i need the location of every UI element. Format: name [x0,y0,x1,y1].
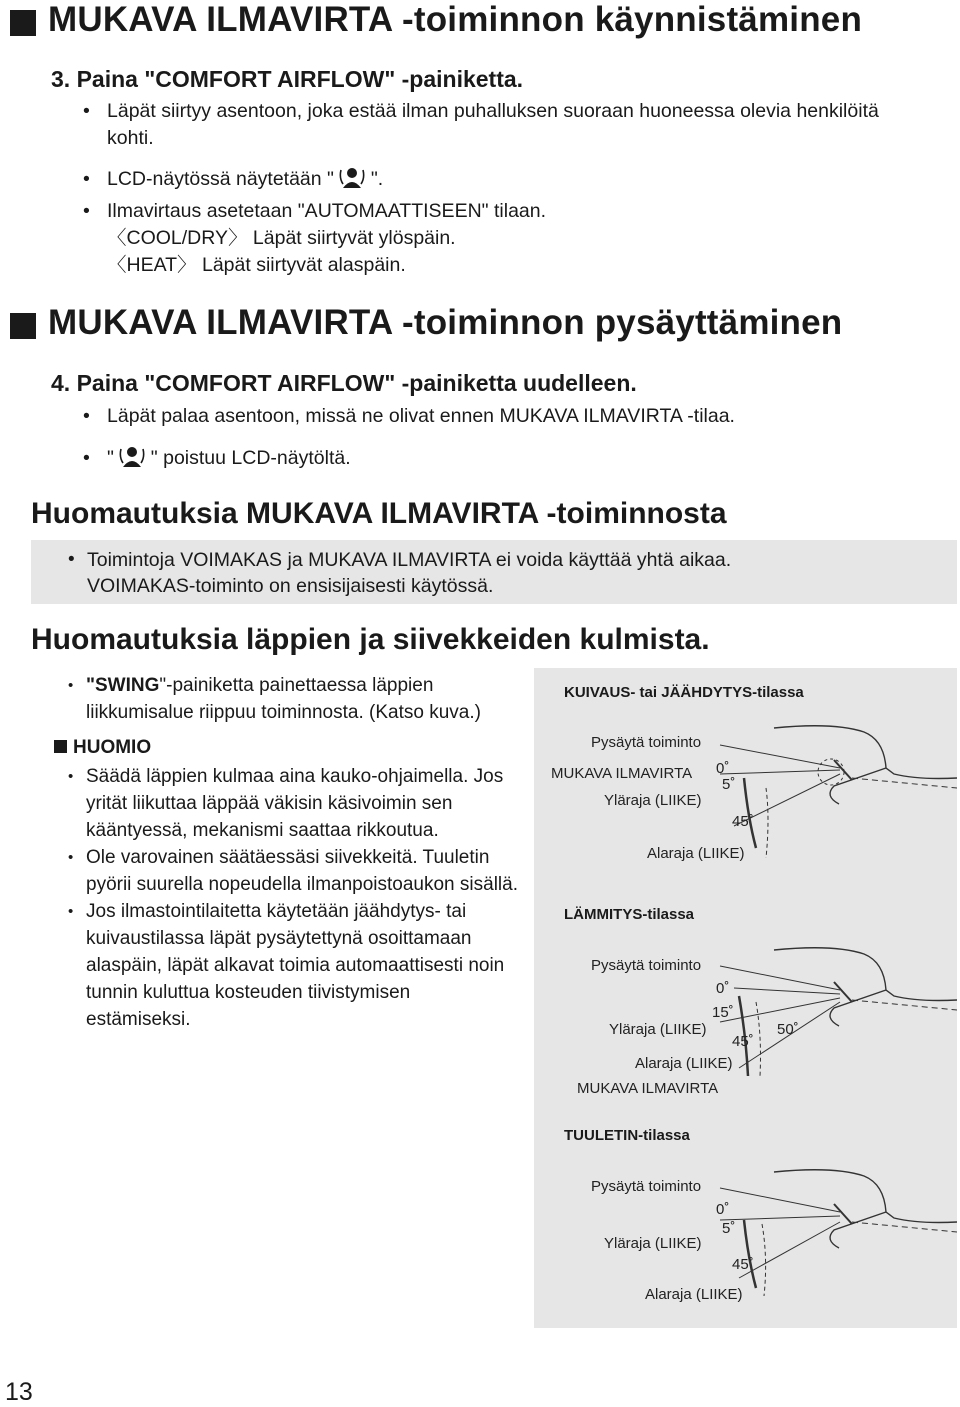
diagram-cool-lower: Alaraja (LIIKE) [647,845,745,862]
diagram-cool-angle-0: 0˚ [716,760,730,777]
section-stop-title: MUKAVA ILMAVIRTA -toiminnon pysäyttäminen [48,303,843,342]
diagram-heat-angle-0: 0˚ [716,980,730,997]
caution-item-2: • Ole varovainen säätäessäsi siivekkeitä. Tuuletin pyörii suurella nopeudella ilmanpoistoaukon sisällä. [68,847,518,895]
diagram-cool-upper: Yläraja (LIIKE) [604,792,702,809]
diagram-heat-stop: Pysäytä toiminto [591,957,702,974]
diagram-cool-title: KUIVAUS- tai JÄÄHDYTYS-tilassa [564,684,804,701]
step-4: 4. Paina "COMFORT AIRFLOW" -painiketta uudelleen. [51,370,637,396]
diagram-fan-stop: Pysäytä toiminto [591,1178,702,1195]
start-bullet-3: • Ilmavirtaus asetetaan "AUTOMAATTISEEN" tilaan. [83,200,547,222]
notes-angles-title: Huomautuksia läppien ja siivekkeiden kulmista. [31,623,710,656]
diagram-fan-angle-0: 0˚ [716,1201,730,1218]
diagram-fan-upper: Yläraja (LIIKE) [604,1235,702,1252]
comfort-airflow-icon [119,445,145,469]
section-start-title: MUKAVA ILMAVIRTA -toiminnon käynnistäminen [48,0,863,39]
diagram-cool-comfort: MUKAVA ILMAVIRTA [551,765,693,782]
start-bullet-2: • LCD-näytössä näytetään " ". [83,168,384,190]
mode-cool-dry: 〈COOL/DRY〉 Läpät siirtyvät ylöspäin. [107,227,456,249]
caution-square-icon [54,740,67,753]
diagram-heat-upper: Yläraja (LIIKE) [609,1021,707,1038]
swing-note: • "SWING"-painiketta painettaessa läppien liikkumisalue riippuu toiminnosta. (Katso kuva.) [68,675,481,723]
stop-bullet-2: • " " poistuu LCD-näytöltä. [83,447,351,469]
heading-square-icon [10,10,36,36]
diagram-cool-stop: Pysäytä toiminto [591,734,702,751]
heading-square-icon [10,313,36,339]
notes-general-line-2: VOIMAKAS-toiminto on ensisijaisesti käytössä. [87,575,494,597]
diagram-cool-angle-45: 45˚ [732,813,754,830]
notes-angles-column [68,672,518,1033]
caution-heading: HUOMIO [54,734,518,761]
diagram-heat-comfort: MUKAVA ILMAVIRTA [577,1080,719,1097]
notes-general-box: • Toimintoja VOIMAKAS ja MUKAVA ILMAVIRTA ei voida käyttää yhtä aikaa. VOIMAKAS-toiminto on ensisijaisesti käytössä. [31,540,957,604]
caution-item-3: • Jos ilmastointilaitetta käytetään jäähdytys- tai kuivaustilassa läpät pysäytettynä osoittamaan alaspäin, läpät alkavat toimia automaattisesti noin tunnin kuluttua kosteuden tiivistymisen estämiseksi. [68,901,505,1030]
notes-general-title: Huomautuksia MUKAVA ILMAVIRTA -toiminnosta [31,497,727,530]
louver-angle-diagrams [534,668,957,1328]
page-number: 13 [5,1378,33,1406]
diagram-cool-angle-5: 5˚ [722,776,736,793]
diagram-fan-title: TUULETIN-tilassa [564,1127,690,1144]
diagram-fan-angle-5: 5˚ [722,1220,736,1237]
diagram-fan-angle-45: 45˚ [732,1256,754,1273]
diagram-fan-lower: Alaraja (LIIKE) [645,1286,743,1303]
diagram-heat-title: LÄMMITYS-tilassa [564,906,695,923]
diagram-heat-angle-15: 15˚ [712,1004,734,1021]
notes-general-line-1: Toimintoja VOIMAKAS ja MUKAVA ILMAVIRTA ei voida käyttää yhtä aikaa. [87,549,732,571]
comfort-airflow-icon [339,166,365,190]
diagram-heat-angle-45: 45˚ [732,1033,754,1050]
stop-bullet-1: • Läpät palaa asentoon, missä ne olivat ennen MUKAVA ILMAVIRTA -tilaa. [83,405,735,427]
diagram-heat-angle-50: 50˚ [777,1021,799,1038]
step-3: 3. Paina "COMFORT AIRFLOW" -painiketta. [51,66,524,92]
start-bullet-1: • Läpät siirtyy asentoon, joka estää ilman puhalluksen suoraan huoneessa olevia henkilöitä kohti. [83,100,879,149]
caution-item-1: • Säädä läppien kulmaa aina kauko-ohjaimella. Jos yrität liikuttaa läppää väkisin käsivoimin sen kääntyessä, mekanismi saattaa rikkoutua. [68,766,504,841]
diagram-heat-lower: Alaraja (LIIKE) [635,1055,733,1072]
mode-heat: 〈HEAT〉 Läpät siirtyvät alaspäin. [107,254,406,276]
